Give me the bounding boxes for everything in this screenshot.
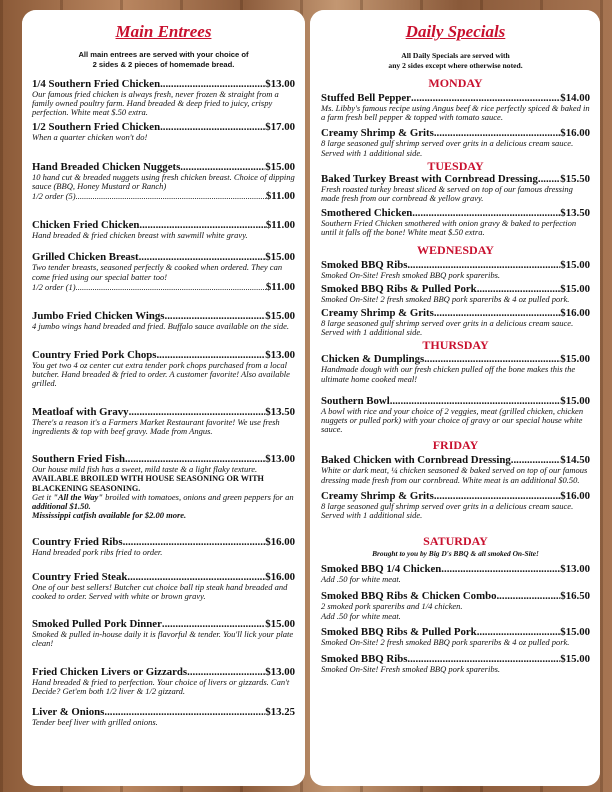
special-item xyxy=(321,353,590,383)
item-description: 4 jumbo wings hand breaded and fried. Buffalo sauce available on the side. xyxy=(32,320,290,331)
item-description-extra: Add .50 for white meat. xyxy=(321,610,401,621)
item-name: Meatloaf with Gravy xyxy=(32,405,129,418)
item-price: $11.00 xyxy=(265,219,295,232)
item-price: $14.00 xyxy=(560,92,590,104)
main-entrees-intro: All main entrees are served with your choice of 2 sides & 2 pieces of homemade bread. xyxy=(78,50,249,69)
item-price: $13.50 xyxy=(265,405,295,418)
half-order-price: $11.00 xyxy=(265,190,295,203)
item-price: $13.00 xyxy=(560,563,590,576)
item-name: Smothered Chicken xyxy=(321,207,413,220)
item-name: Smoked BBQ Ribs & Pulled Pork xyxy=(321,282,477,295)
daily-specials-title: Daily Specials xyxy=(405,22,506,41)
item-price: $16.50 xyxy=(560,590,590,603)
item-description: White or dark meat, ¼ chicken seasoned & baked served on top of our famous dressing made fresh from our cornbread. White meat is an additional $0.50. xyxy=(321,465,588,485)
item-description: Southern Fried Chicken smothered with onion gravy & baked to perfection until it falls off the bone! White meat $.50 extra. xyxy=(321,218,577,238)
item-description: There's a reason it's a Farmers Market Restaurant favorite! We use fresh ingredients & top with beef gravy. Made from Angus. xyxy=(32,416,280,436)
item-name: Country Fried Steak xyxy=(32,570,128,583)
item-name: Southern Bowl xyxy=(321,394,390,407)
item-description: Smoked On-Site! Fresh smoked BBQ pork spareribs. xyxy=(321,664,501,675)
item-name: Smoked BBQ 1/4 Chicken xyxy=(321,563,442,576)
menu-item xyxy=(32,121,295,142)
special-item xyxy=(321,173,590,203)
item-description: 2 smoked pork spareribs and 1/4 chicken. xyxy=(321,601,463,612)
special-item xyxy=(321,395,590,435)
item-name: 1/2 Southern Fried Chicken xyxy=(32,120,161,133)
special-item xyxy=(321,283,590,304)
main-entrees-column xyxy=(32,22,295,727)
item-name: Creamy Shrimp & Grits xyxy=(321,307,434,320)
item-price: $15.00 xyxy=(560,353,590,366)
item-price: $15.00 xyxy=(560,258,590,271)
special-item xyxy=(321,653,590,674)
item-price: $15.00 xyxy=(560,394,590,407)
item-description: Our house mild fish has a sweet, mild taste & a light flaky texture. xyxy=(32,464,258,475)
item-name: Country Fried Pork Chops xyxy=(32,349,157,362)
item-description: Two tender breasts, seasoned perfectly & cooked when ordered. They can come fried using our special batter too! xyxy=(32,262,283,282)
special-item xyxy=(321,490,590,520)
menu-item xyxy=(32,161,295,202)
item-price: $15.00 xyxy=(560,653,590,666)
special-item xyxy=(321,590,590,620)
item-price: $15.00 xyxy=(265,618,295,631)
item-description: Smoked On-Site! Fresh smoked BBQ pork spareribs. xyxy=(321,269,501,280)
item-name: Chicken & Dumplings xyxy=(321,353,425,366)
item-name: Smoked BBQ Ribs xyxy=(321,653,408,666)
item-name: Baked Turkey Breast with Cornbread Dressing xyxy=(321,172,538,185)
special-item xyxy=(321,207,590,237)
day-heading-monday: MONDAY xyxy=(428,76,483,90)
item-name: Chicken Fried Chicken xyxy=(32,219,140,232)
item-description: Smoked & pulled in-house daily it is flavorful & tender. You'll lick your plate clean! xyxy=(32,629,294,649)
special-item xyxy=(321,127,590,157)
item-price: $15.00 xyxy=(265,309,295,322)
half-order-price: $11.00 xyxy=(265,280,295,293)
item-description: Tender beef liver with grilled onions. xyxy=(32,717,158,728)
item-name: 1/4 Southern Fried Chicken xyxy=(32,78,161,90)
day-heading-friday: FRIDAY xyxy=(432,438,479,453)
item-description: You get two 4 oz center cut extra tender pork chops purchased from a local butcher. Hand breaded & fried to order. A customer favorite! Also available grilled. xyxy=(32,360,290,389)
all-the-way-note: Get it "All the Way" broiled with tomatoes, onions and green peppers for an additional $1.50. xyxy=(32,492,294,512)
seasoning-note: AVAILABLE BROILED WITH HOUSE SEASONING OR WITH BLACKENING SEASONING. xyxy=(32,474,264,493)
item-price: $16.00 xyxy=(560,489,590,502)
main-entrees-title: Main Entrees xyxy=(115,22,212,41)
saturday-note: Brought to you by Big D's BBQ & all smoked On-Site! xyxy=(372,549,539,559)
item-price: $15.00 xyxy=(560,625,590,638)
item-description: Ms. Libby's famous recipe using Angus beef & rice perfectly spiced & baked in a farm fresh bell pepper & topped with tomato sauce. xyxy=(321,103,590,123)
day-heading-wednesday: WEDNESDAY xyxy=(417,242,494,257)
day-heading-thursday: THURSDAY xyxy=(422,338,489,353)
item-name: Liver & Onions xyxy=(32,706,105,719)
day-heading-saturday: SATURDAY xyxy=(423,534,488,549)
item-price: $13.50 xyxy=(560,207,590,220)
menu-item xyxy=(32,618,295,648)
special-item xyxy=(321,92,590,122)
item-name: Grilled Chicken Breast xyxy=(32,251,139,264)
special-item xyxy=(321,563,590,584)
menu-item xyxy=(32,406,295,436)
item-name: Southern Fried Fish xyxy=(32,453,125,466)
item-price: $14.50 xyxy=(560,454,590,467)
item-name: Smoked BBQ Ribs xyxy=(321,258,408,271)
item-description: One of our best sellers! Butcher cut choice ball tip steak hand breaded and cooked to order. Served with white or brown gravy. xyxy=(32,581,288,602)
menu-item xyxy=(32,310,295,331)
item-name: Smoked Pulled Pork Dinner xyxy=(32,618,162,631)
catfish-note: Mississippi catfish available for $2.00 more. xyxy=(32,510,187,521)
menu-item xyxy=(32,666,295,696)
item-description: 8 large seasoned gulf shrimp served over grits in a delicious cream sauce. Served with 1 additional side. xyxy=(321,138,574,158)
item-description: Hand breaded & fried to perfection. Your choice of livers or gizzards. Can't Decide? Get'em both 1/2 liver & 1/2 gizzard. xyxy=(32,676,290,696)
half-order-label: 1/2 order (5) xyxy=(32,191,76,202)
item-price: $15.50 xyxy=(560,172,590,185)
item-description: 8 large seasoned gulf shrimp served over grits in a delicious cream sauce. Served with 1 additional side. xyxy=(321,318,574,338)
item-price: $13.00 xyxy=(265,349,295,362)
item-name: Hand Breaded Chicken Nuggets xyxy=(32,160,181,173)
special-item xyxy=(321,626,590,647)
item-price: $15.00 xyxy=(265,160,295,173)
item-price: $16.00 xyxy=(560,307,590,320)
item-description: Smoked On-Site! 2 fresh smoked BBQ pork spareribs & 4 oz pulled pork. xyxy=(321,293,570,304)
item-description: Smoked On-Site! 2 fresh smoked BBQ pork spareribs & 4 oz pulled pork. xyxy=(321,636,570,647)
item-price: $13.00 xyxy=(265,453,295,466)
special-item xyxy=(321,454,590,484)
item-description: 8 large seasoned gulf shrimp served over grits in a delicious cream sauce. Served with 1 additional side. xyxy=(321,500,574,521)
item-description: 10 hand cut & breaded nuggets using fresh chicken breast. Choice of dipping sauce (BBQ, Honey Mustard or Ranch) xyxy=(32,171,295,192)
special-item xyxy=(321,259,590,280)
item-description: Fresh roasted turkey breast sliced & served on top of our famous dressing made fresh from our cornbread & yellow gravy. xyxy=(321,183,573,204)
item-name: Stuffed Bell Pepper xyxy=(321,92,411,104)
menu-item xyxy=(32,453,295,521)
day-heading-tuesday: TUESDAY xyxy=(427,158,484,173)
item-price: $17.00 xyxy=(265,120,295,133)
item-description: Handmade dough with our fresh chicken pulled off the bone makes this the ultimate home cooked meal! xyxy=(321,364,576,384)
item-price: $15.00 xyxy=(265,251,295,264)
menu-item xyxy=(32,706,295,727)
daily-specials-intro: All Daily Specials are served with any 2 sides except where otherwise noted. xyxy=(388,51,523,70)
menu-item xyxy=(32,251,295,292)
item-price: $13.00 xyxy=(265,78,295,90)
item-description: Add .50 for white meat. xyxy=(321,574,401,585)
item-name: Jumbo Fried Chicken Wings xyxy=(32,309,165,322)
special-item xyxy=(321,307,590,337)
menu-item xyxy=(32,219,295,240)
item-price: $16.00 xyxy=(560,127,590,140)
menu-item xyxy=(32,78,295,118)
item-price: $13.00 xyxy=(265,665,295,678)
item-name: Country Fried Ribs xyxy=(32,535,123,548)
item-description: A bowl with rice and your choice of 2 veggies, meat (grilled chicken, chicken nuggets or pulled pork) with your choice of gravy or our special house white sauce. xyxy=(321,405,584,435)
item-name: Fried Chicken Livers or Gizzards xyxy=(32,665,188,678)
item-price: $13.25 xyxy=(265,706,295,719)
item-name: Creamy Shrimp & Grits xyxy=(321,127,434,140)
item-description: Hand breaded & fried chicken breast with sawmill white gravy. xyxy=(32,230,248,241)
item-price: $16.00 xyxy=(265,570,295,583)
item-price: $16.00 xyxy=(265,535,295,548)
item-name: Smoked BBQ Ribs & Chicken Combo xyxy=(321,590,497,603)
item-name: Creamy Shrimp & Grits xyxy=(321,489,434,502)
item-description: Hand breaded pork ribs fried to order. xyxy=(32,546,163,557)
item-price: $15.00 xyxy=(560,282,590,295)
item-name: Baked Chicken with Cornbread Dressing xyxy=(321,454,511,467)
item-description: Our famous fried chicken is always fresh, never frozen & straight from a family owned poultry farm. Hand breaded & deep fried to juicy, crispy perfection. White meat $.50 extra. xyxy=(32,89,279,118)
menu-item xyxy=(32,536,295,557)
menu-item xyxy=(32,571,295,601)
daily-specials-column xyxy=(321,22,590,674)
item-name: Smoked BBQ Ribs & Pulled Pork xyxy=(321,625,477,638)
menu-item xyxy=(32,349,295,389)
item-description: When a quarter chicken won't do! xyxy=(32,131,148,142)
half-order-label: 1/2 order (1) xyxy=(32,281,76,292)
